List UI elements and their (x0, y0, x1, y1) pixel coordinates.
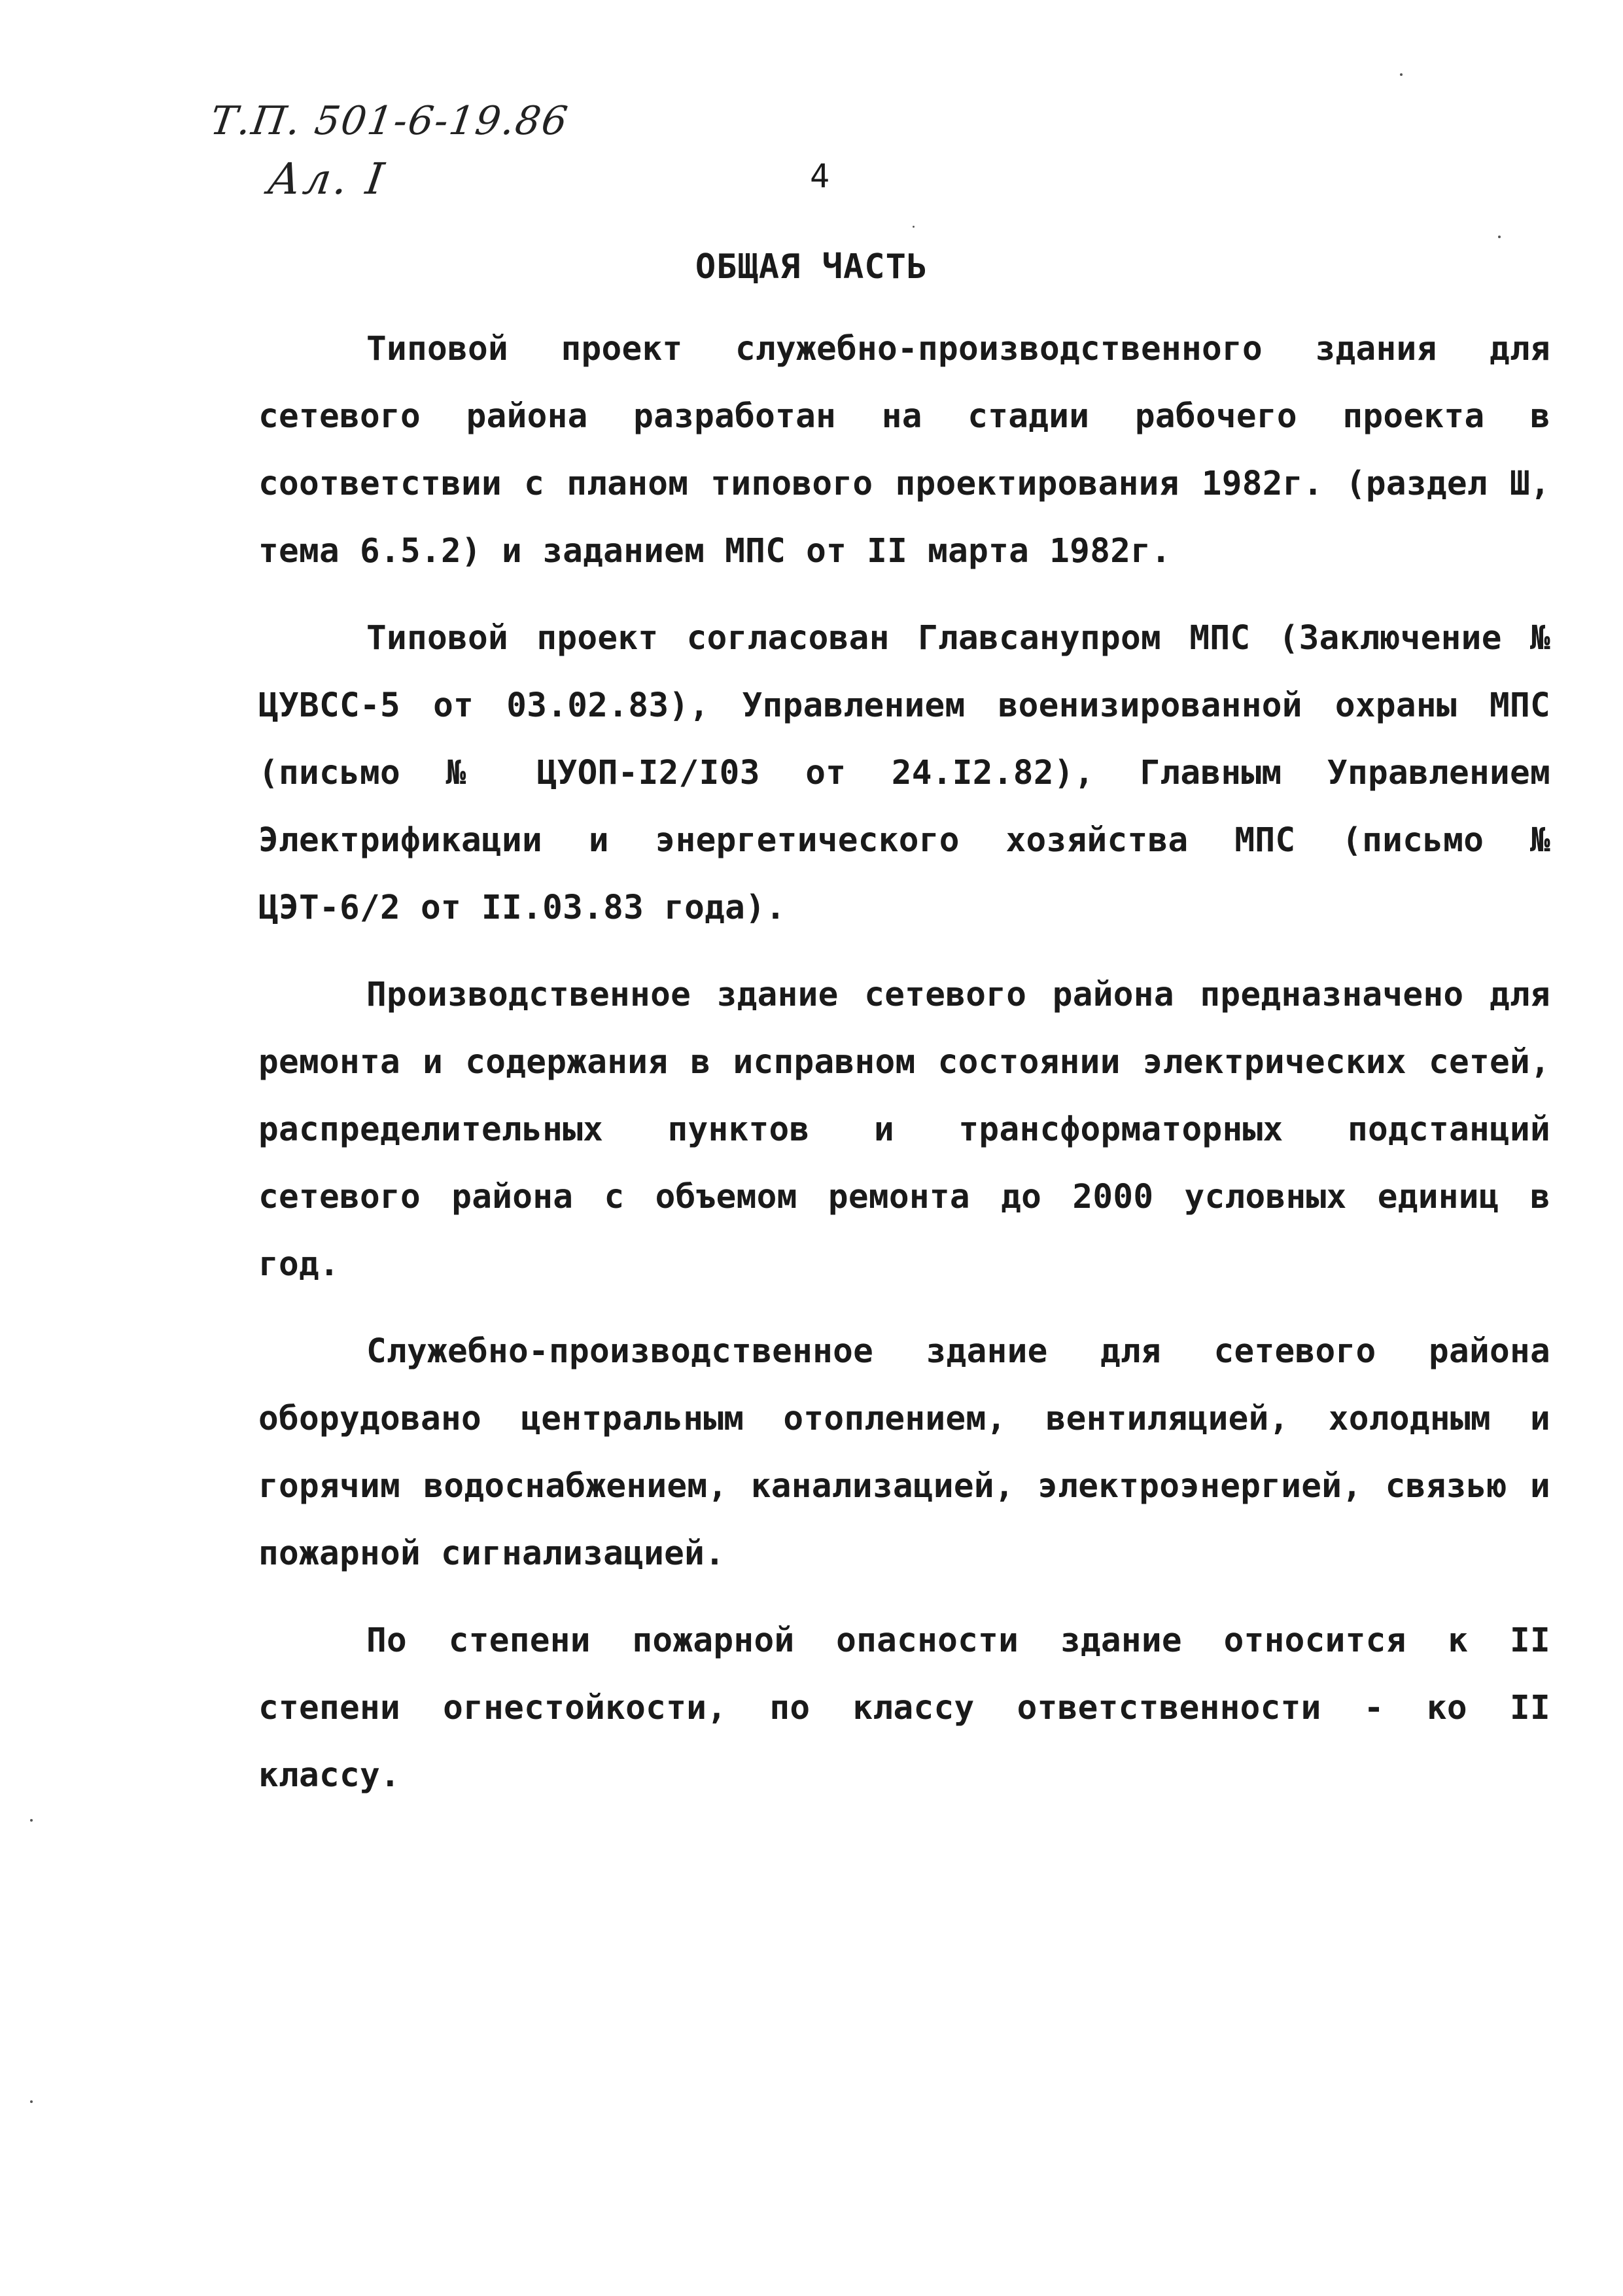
paragraph-purpose: Производственное здание сетевого района предназначено для ремонта и содержания в исправном состоянии электрических сетей, распределительных пунктов и трансформаторных подстанций сетевого района с объемом ремонта до 2000 условных единиц в год. (258, 976, 1550, 1284)
paragraph-fire-safety: По степени пожарной опасности здание относится к II степени огнестойкости, по классу ответственности - ко II классу. (258, 1621, 1550, 1795)
body-text (258, 315, 1550, 1829)
handwritten-designation: Т.П. 501-6-19.86 (207, 98, 572, 144)
handwritten-album-number: Ал. I (264, 154, 390, 204)
section-title: ОБЩАЯ ЧАСТЬ (695, 247, 928, 287)
scan-speck (913, 226, 915, 228)
scan-speck (1498, 236, 1501, 238)
paragraph-project-basis: Типовой проект служебно-производственного здания для сетевого района разработан на стадии рабочего проекта в соответствии с планом типового проектирования 1982г. (раздел Ш, тема 6.5.2) и заданием МПС от II марта 1982г. (258, 330, 1550, 571)
paragraph-approvals: Типовой проект согласован Главсанупром МПС (Заключение № ЦУВСС-5 от 03.02.83), Управлением военизированной охраны МПС (письмо № ЦУОП-I2/I03 от 24.I2.82), Главным Управлением Электрификации и энергетического хозяйства МПС (письмо № ЦЭТ-6/2 от II.03.83 года). (258, 619, 1550, 927)
paragraph-engineering-systems: Служебно-производственное здание для сетевого района оборудовано центральным отоплением, вентиляцией, холодным и горячим водоснабжением, канализацией, электроэнергией, связью и пожарной сигнализацией. (258, 1332, 1550, 1573)
scan-speck (1400, 73, 1403, 76)
scan-speck (30, 2100, 33, 2103)
page-number: 4 (810, 157, 830, 195)
scan-speck (30, 1819, 33, 1822)
